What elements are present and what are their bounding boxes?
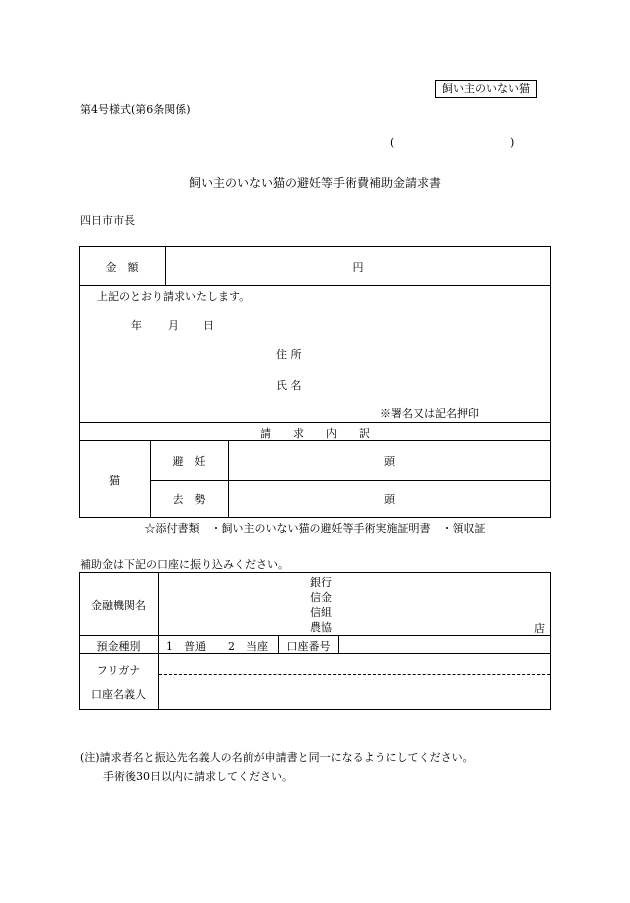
page-title: 飼い主のいない猫の避妊等手術費補助金請求書 xyxy=(188,176,441,190)
date-year: 年 xyxy=(131,319,142,332)
request-text: 上記のとおり請求いたします。 xyxy=(97,290,251,303)
bank-type-shinkin: 信金 xyxy=(310,591,332,604)
amount-label: 金 額 xyxy=(105,261,139,274)
attachments-note: ☆添付書類 ・飼い主のいない猫の避妊等手術実施証明書 ・領収証 xyxy=(144,522,486,535)
account-type-options: 1 普通 2 当座 xyxy=(166,640,268,653)
row-spay-unit: 頭 xyxy=(384,455,395,468)
note-1: (注)請求者名と振込先名義人の名前が申請書と同一になるようにしてください。 xyxy=(80,751,474,764)
row-neuter-unit: 頭 xyxy=(384,493,395,506)
row-neuter-label: 去 勢 xyxy=(172,493,206,506)
note-2: 手術後30日以内に請求してください。 xyxy=(103,770,293,783)
date-month: 月 xyxy=(168,319,179,332)
bank-type-bank: 銀行 xyxy=(310,576,332,589)
addressee: 四日市市長 xyxy=(80,214,135,227)
paren-open: ( xyxy=(390,136,395,149)
bank-type-nokyo: 農協 xyxy=(310,621,332,634)
breakdown-header: 請 求 内 訳 xyxy=(260,427,370,440)
paren-close: ) xyxy=(510,136,515,149)
amount-unit: 円 xyxy=(352,261,364,274)
breakdown-category: 猫 xyxy=(109,474,120,487)
row-spay-label: 避 妊 xyxy=(172,455,206,468)
bank-name-label: 金融機関名 xyxy=(91,599,146,612)
furigana-label: フリガナ xyxy=(96,664,141,677)
transfer-intro: 補助金は下記の口座に振り込みください。 xyxy=(80,558,289,571)
name-label: 氏 名 xyxy=(276,379,302,392)
form-number: 第4号様式(第6条関係) xyxy=(80,103,191,116)
account-number-label: 口座番号 xyxy=(286,640,331,653)
account-holder-label: 口座名義人 xyxy=(91,688,146,701)
bank-type-shinkumi: 信組 xyxy=(310,606,332,619)
address-label: 住 所 xyxy=(276,348,302,361)
category-label: 飼い主のいない猫 xyxy=(435,80,537,98)
account-type-label: 預金種別 xyxy=(96,640,141,653)
signature-note: ※署名又は記名押印 xyxy=(380,407,479,420)
date-day: 日 xyxy=(203,319,214,332)
branch-label: 店 xyxy=(534,622,545,635)
